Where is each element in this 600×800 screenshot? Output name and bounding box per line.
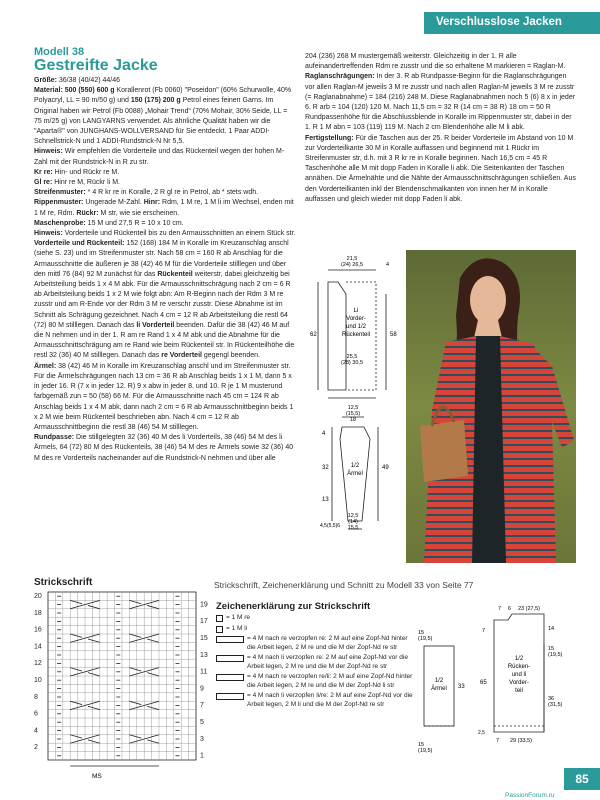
paragraph-heading: Rundpasse:: [34, 434, 75, 442]
paragraph-heading: Raglanschrägungen:: [305, 73, 375, 81]
chart-row-label-left: 10: [34, 677, 42, 684]
dim-33-top-c: 23 (27,5): [518, 606, 541, 612]
legend-item: [216, 635, 416, 652]
cable-symbol-icon: [216, 693, 244, 700]
schematic-label-line: Rückenteil: [341, 332, 371, 338]
paragraph-text: Hinr re M, Rückr li M.: [52, 179, 120, 187]
dim-top: 21,5 (24) 26,5: [340, 256, 364, 268]
schematic-sleeve: [306, 405, 416, 535]
legend-item-label: = 4 M nach re verzopfen re: 2 M auf eine Zopf-Nd hinter die Arbeit legen, 2 M re und die M der Zopf-Nd re str: [247, 635, 408, 651]
legend-item-label: = 4 M nach li verzopfen re: 2 M auf eine Zopf-Nd vor die Arbeit legen, 2 M re und die M der Zopf-Nd re str: [247, 654, 408, 670]
schematic-label-line: 1/2: [350, 463, 360, 469]
paragraph-heading: Größe:: [34, 77, 57, 84]
dim-left-height: 62: [310, 332, 317, 338]
dim-33-right-b: 15 (19,5): [548, 646, 563, 658]
paragraph-text: Die stillgelegten 32 (36) 40 M des li Vorderteils, 38 (46) 54 M des li Ärmels, 64 (72) 80 M des Rückenteils, 38 (46) 54 M des re Ärmels sowie 32 (36) 40 M des re Vorderteils nacheinander auf die Rundstrick-N nehmen und über alle: [34, 434, 294, 462]
instruction-paragraph: [34, 362, 296, 433]
schematic-33-sleeve: [414, 610, 474, 770]
reference-line: Strickschrift, Zeichenerklärung und Schnitt zu Modell 33 von Seite 77: [214, 580, 474, 590]
cable-symbol-icon: [216, 655, 244, 662]
chart-row-label-right: 13: [200, 651, 208, 659]
dim-right-height: 58: [390, 332, 397, 338]
dim-33-left-height: 65: [480, 680, 487, 686]
instruction-paragraph: [34, 178, 296, 188]
dim-top-right: 4: [386, 262, 390, 268]
dim-sleeve-left-mid: 32: [322, 465, 329, 471]
chart-title: Strickschrift: [34, 577, 93, 588]
paragraph-text: Ungerade M-Zahl.: [83, 199, 144, 207]
dim-33-right-height: 36 (31,5): [548, 696, 563, 708]
paragraph-text: Vorderteile und Rückenteil bis zu den Armausschnitten an einem Stück str.: [62, 230, 296, 238]
schematic-front-back: [306, 252, 416, 402]
chart-row-label-left: 6: [34, 710, 38, 718]
legend-item-label: = 1 M li: [226, 624, 248, 632]
paragraph-text: * 4 R kr re in Koralle, 2 R gl re in Petrol, ab * stets wdh.: [85, 189, 259, 197]
schematic-label-line: und 1/2: [345, 324, 367, 330]
section-header: Verschlusslose Jacken: [424, 12, 600, 34]
chart-row-label-left: 4: [34, 727, 38, 735]
instruction-paragraph: [305, 72, 577, 133]
neck: [474, 320, 502, 338]
instruction-paragraph: [34, 239, 296, 361]
instruction-paragraph: [34, 219, 296, 229]
dim-33-cuff: 2,5: [478, 730, 485, 736]
chart-row-label-right: 17: [200, 618, 208, 626]
schematic-label-line: Vorder-: [509, 680, 529, 686]
paragraph-text: M str, wie sie erscheinen.: [98, 209, 180, 217]
paragraph-heading: Rippenmuster:: [34, 199, 84, 207]
paragraph-heading: Hinweis:: [34, 230, 63, 238]
dim-sleeve-bottom: 12,5 (14) 15,5: [347, 513, 359, 531]
paragraph-text: 204 (236) 268 M mustergemäß weiterstr. Gleichzeitig in der 1. R alle aufeinandertreffenden Rdm re zusstr und die so erhaltene M markieren = Raglan-M.: [305, 53, 566, 71]
paragraph-text: 15 M und 27,5 R = 10 x 10 cm.: [85, 219, 184, 227]
dim-33-bottom-left: 7: [496, 738, 500, 744]
chart-row-label-left: 14: [34, 643, 42, 651]
paragraph-text: 36/38 (40/42) 44/46: [56, 77, 121, 84]
chart-row-label-right: 15: [200, 635, 208, 642]
legend-item: [216, 654, 416, 671]
dim-sleeve-left-bottom: 13: [322, 497, 329, 503]
face: [470, 276, 506, 324]
chart-row-label-right: 9: [200, 685, 204, 693]
dim-sleeve-top: 12,5 (15,5) 18: [345, 405, 361, 423]
instructions-right-column: [305, 52, 577, 205]
paragraph-heading: Streifenmuster:: [34, 189, 86, 197]
legend-item: [216, 692, 416, 709]
chart-row-label-right: 1: [200, 752, 204, 760]
schematic-label-line: Ärmel: [431, 686, 447, 692]
paragraph-text: Hin- und Rückr re M.: [52, 168, 120, 176]
chart-row-label-left: 16: [34, 626, 42, 634]
paragraph-text: weiterstr, dabei gleichzeitig bei Arbeitsteilung beids 1 x 4 M abk. Für die Armausschnittschrägung nach 2 cm = 6 R ab Arbeitsteilung beids 1 x 2 M wie folgt abn: Am R-Beginn nach der Rdm 3 M re zusstr und am R-Ende vor der Rdm 3 M re verschr zusstr. Diese Abnahme ist im Schnitt als Schrägung gezeichnet. Nach 4 cm = 12 R ab Arbeitsteilung die restl 64 (72) 80 M stilllegen. Danach das: [34, 270, 291, 329]
legend-title: Zeichenerklärung zur Strickschrift: [216, 601, 371, 612]
chart-row-label-left: 8: [34, 693, 38, 701]
paragraph-heading: Material: 500 (550) 600 g: [34, 87, 115, 95]
paragraph-heading: Hinweis:: [34, 148, 63, 156]
chart-row-label-left: 18: [34, 609, 42, 617]
purl-symbol-icon: [216, 626, 223, 633]
dim-33-sleeve-bottom: 15 (19,5): [418, 742, 433, 754]
schematic-label-line: 1/2: [514, 656, 524, 662]
stitch-chart: [34, 588, 210, 784]
instruction-paragraph: [305, 134, 577, 205]
paragraph-text: Korallenrot (Fb 0060) "Poseidon" (60% Schurwolle, 40% Polyacryl, LL = 90 m/50 g) und: [34, 87, 292, 105]
dim-33-left-a: 7: [482, 628, 486, 634]
schematic-label-line: 1/2: [434, 678, 444, 684]
instruction-paragraph: [305, 52, 577, 72]
instruction-paragraph: [34, 188, 296, 198]
site-watermark: PassionForum.ru: [505, 792, 555, 799]
dim-33-sleeve-side: 33: [458, 684, 465, 690]
schematic-33-body: [474, 604, 574, 744]
knit-symbol-icon: [216, 615, 223, 622]
schematic-label-line: Ärmel: [347, 471, 363, 477]
paragraph-heading: li Vorderteil: [136, 321, 175, 329]
model-photo: [406, 250, 576, 563]
schematic-label-line: Rücken-: [507, 664, 531, 670]
model-number: Modell 38: [34, 46, 85, 58]
paragraph-heading: Kr re:: [34, 168, 53, 176]
model-title: Gestreifte Jacke: [34, 57, 158, 74]
paragraph-heading: Fertigstellung:: [305, 134, 354, 142]
chart-row-label-right: 11: [200, 668, 208, 676]
instruction-paragraph: [34, 198, 296, 218]
paragraph-heading: Rückr:: [76, 209, 99, 217]
page-number: 85: [564, 768, 600, 790]
dim-sleeve-cuff: 4,5(5,5)6: [320, 523, 341, 529]
legend-item: [216, 614, 416, 623]
schematic-label-line: und li: [511, 672, 527, 678]
paragraph-heading: 150 (175) 200 g: [130, 97, 181, 105]
legend: [216, 614, 416, 711]
legend-item: [216, 673, 416, 690]
dim-33-sleeve-top: 15 (19,5): [418, 630, 433, 642]
paragraph-heading: Rückenteil: [157, 270, 193, 278]
schematic-label-line: Li: [353, 308, 359, 314]
chart-row-label-left: 20: [34, 593, 42, 600]
paragraph-heading: Hinr:: [143, 199, 161, 207]
paragraph-text: 38 (42) 46 M in Koralle im Kreuzanschlag anschl und im Streifenmuster str. Für die Ärmelschrägungen nach 13 cm = 36 R ab Anschlag beids 1 x 1 M, dann 5 x in jeder 16. R (7 x in jeder 12. R) 9 x abw in jeder 8. und 10. R je 1 M musterund farbgemäß zun = 50 (58) 66 M. Für die Armausschnitte nach 45 cm = 124 R ab Anschlag beids 1 x 4 M abk, dann nach 2 cm = 6 R ab Armausschnittbeginn beids 1 x 2 M wie beim Rückenteil beschrieben abn. Nach 4 cm = 12 R ab Armausschnittbeginn die restl 38 (46) 54 M stilllegen.: [34, 362, 294, 431]
dim-33-right-a: 14: [548, 626, 555, 632]
cable-symbol-icon: [216, 674, 244, 681]
paragraph-text: In der 3. R ab Rundpasse-Beginn für die Raglanschrägungen vor allen Raglan-M jeweils 3 M re zusstr und nach allen Raglan-M jeweils 3 M re zusstr (= Raglanabnahme) = 184 (216) 248 M. Diese Raglanabnahmen noch 5 (6) 8 x in jeder 6. R arb = 104 (120) 120 M. Nach 11,5 cm = 32 R (14 cm = 38 R) 18 cm = 50 R Rundpassenhöhe für die Abschlussblende in Koralle im Rippenmuster str, dabei in der 1. R 1 M abn = 103 (119) 119 M. Nach 2 cm Blendenhöhe alle M li abk.: [305, 73, 576, 132]
chart-row-label-left: 2: [34, 744, 38, 752]
dim-sleeve-left-top: 4: [322, 431, 326, 437]
instruction-paragraph: [34, 147, 296, 167]
handbag: [420, 420, 468, 482]
chart-row-label-right: 7: [200, 702, 204, 710]
cable-symbol-icon: [216, 636, 244, 643]
paragraph-text: gegengl beenden.: [201, 352, 260, 360]
dim-33-top-a: 7: [498, 606, 502, 612]
paragraph-text: beenden. Dafür die 38 (42) 46 M auf die N nehmen und in der 1. R am re Rand 1 x 4 M abk und die Abnahme für die Armausschnittschrägung am re Rand wie beim Rückenteil str. In Rückenteilhöhe die restl 32 (36) 40 M stilllegen. Danach das: [34, 321, 295, 360]
legend-item: [216, 625, 416, 634]
instruction-paragraph: [34, 433, 296, 464]
paragraph-heading: Gl re:: [34, 179, 53, 187]
paragraph-heading: re Vorderteil: [161, 352, 202, 360]
paragraph-text: Für die Taschen aus der 25. R beider Vorderteile im Abstand von 10 M zur Vorderteilkante 30 M in Koralle auffassen und beginnend mit 1 Rückr im Streifenmuster str, d.h. mit 3 R kr re in Koralle beginnen. Nach 16,5 cm = 45 R Taschenhöhe alle M mit dopp Faden in Koralle li abk. Die Seitenkanten der Taschen annähen. Die Ärmelnähte und die Nähte der Armausschnittschrägungen schließen. Aus den Vorderteilkanten inkl der Blendenschmalkanten von innen her M in Koralle auffassen und gleich wieder mit dopp Faden li abk.: [305, 134, 576, 203]
instruction-paragraph: [34, 76, 296, 86]
paragraph-text: Petrol eines feinen Garns. Im Original haben wir Petrol (Fb 0088) „Mohair Trend“ (70% Mohair, 30% Seide, LL = 75 m/25 g) von LANGYARNS verwendet. Als ähnliche Qualität haben wir die "Aparta®" von JUNGHANS-WOLLVERSAND für Sie entdeckt. 1 Paar ADDI-Schnellstrick-N und 1 ADDI-Rundstrick-N Nr 5,5.: [34, 97, 288, 146]
paragraph-text: Wir empfehlen die Vorderteile und das Rückenteil wegen der hohen M-Zahl mit der Rundstrick-N in R zu str.: [34, 148, 285, 166]
paragraph-heading: Maschenprobe:: [34, 219, 86, 227]
chart-row-label-right: 5: [200, 719, 204, 726]
paragraph-heading: Vorderteile und Rückenteil:: [34, 240, 125, 248]
paragraph-heading: Ärmel:: [34, 362, 57, 370]
dim-33-bottom-width: 29 (33,5): [510, 738, 533, 744]
legend-item-label: = 4 M nach re verzopfen re/li: 2 M auf eine Zopf-Nd hinter die Arbeit legen, 2 M re und die M der Zopf-Nd li str: [247, 673, 413, 689]
chart-row-label-right: 19: [200, 601, 208, 609]
paragraph-text: 152 (168) 184 M in Koralle im Kreuzanschlag anschl (siehe S. 23) und im Streifenmuster str. Nach 58 cm = 160 R ab Anschlag für die Armausschnitte die äußeren je 38 (42) 46 M für die Vorderteile stilllegen und über den mittl 76 (84) 92 M zunächst für das: [34, 240, 289, 278]
dim-bottom-width: 25,5 (28) 30,5: [340, 354, 364, 366]
instruction-paragraph: [34, 229, 296, 239]
instruction-paragraph: [34, 86, 296, 147]
schematic-label-line: Vorder-: [346, 316, 366, 322]
chart-row-label-right: 3: [200, 735, 204, 743]
chart-row-label-left: 12: [34, 660, 42, 668]
instruction-paragraph: [34, 168, 296, 178]
schematic-label-line: teil: [515, 688, 523, 694]
dim-sleeve-right: 49: [382, 465, 389, 471]
paragraph-text: Rdm, 1 M re, 1 M li im Wechsel, enden mit 1 M re, Rdm.: [34, 199, 294, 217]
legend-item-label: = 4 M nach li verzopfen li/re: 2 M auf eine Zopf-Nd vor die Arbeit legen, 2 M li und die M der Zopf-Nd re str: [247, 692, 413, 708]
dim-33-top-b: 6: [508, 606, 512, 612]
ms-label: MS: [92, 773, 102, 780]
instructions-left-column: [34, 76, 296, 464]
legend-item-label: = 1 M re: [226, 614, 251, 621]
